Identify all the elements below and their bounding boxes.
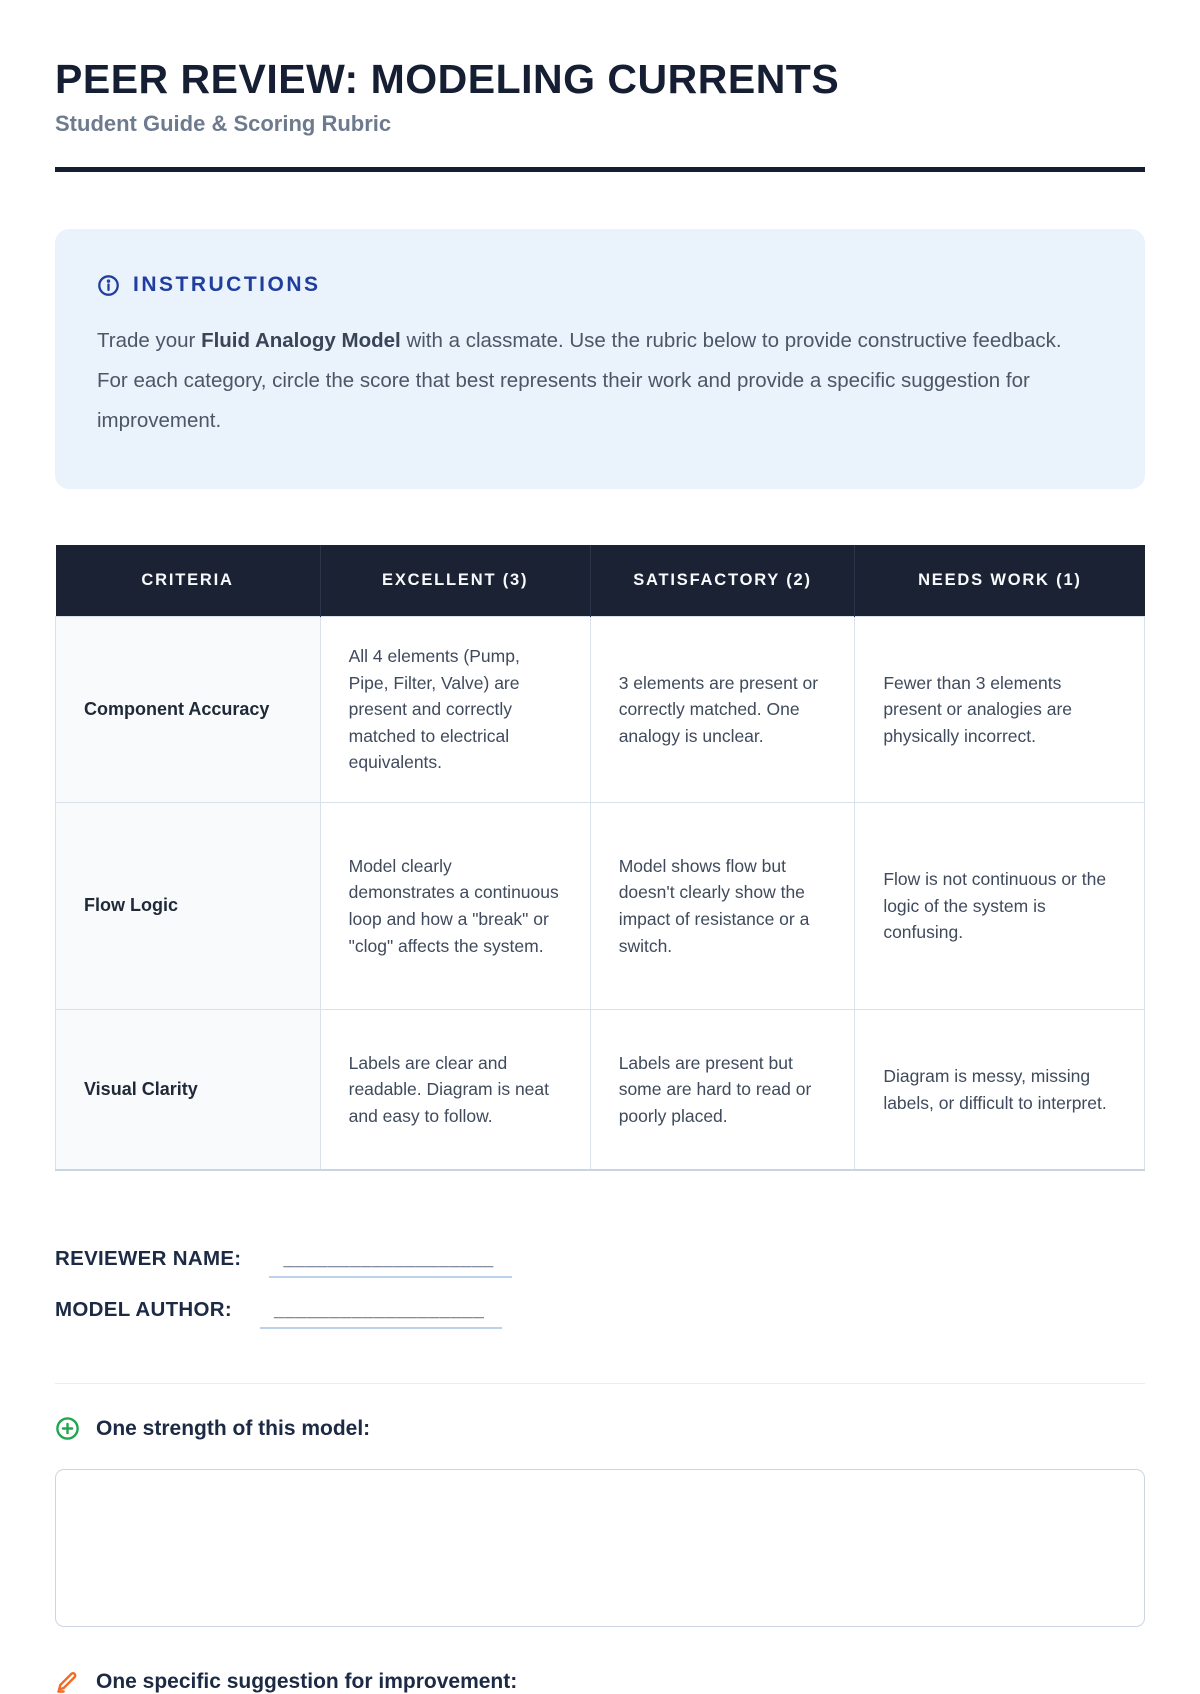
needs-work-cell: Fewer than 3 elements present or analogies are physically incorrect. <box>855 616 1145 802</box>
criteria-cell: Component Accuracy <box>56 616 321 802</box>
satisfactory-cell: 3 elements are present or correctly matched. One analogy is unclear. <box>590 616 855 802</box>
name-fields <box>55 1247 1145 1329</box>
criteria-cell: Visual Clarity <box>56 1009 321 1170</box>
suggestion-prompt <box>55 1669 1145 1694</box>
criteria-cell: Flow Logic <box>56 802 321 1009</box>
info-icon <box>97 274 120 297</box>
plus-circle-icon <box>55 1416 80 1441</box>
column-header-criteria: CRITERIA <box>56 545 321 617</box>
needs-work-cell: Diagram is messy, missing labels, or difficult to interpret. <box>855 1009 1145 1170</box>
model-author-blank[interactable]: ___________________ <box>260 1300 502 1329</box>
pencil-icon <box>55 1669 80 1694</box>
instructions-body <box>97 321 1087 441</box>
excellent-cell: All 4 elements (Pump, Pipe, Filter, Valve) are present and correctly matched to electrical equivalents. <box>320 616 590 802</box>
reviewer-name-line <box>55 1247 1145 1278</box>
title-rule <box>55 167 1145 172</box>
column-header-excellent: EXCELLENT (3) <box>320 545 590 617</box>
table-row <box>56 1009 1145 1170</box>
instructions-panel <box>55 229 1145 489</box>
needs-work-cell: Flow is not continuous or the logic of the system is confusing. <box>855 802 1145 1009</box>
page-title: PEER REVIEW: MODELING CURRENTS <box>55 56 840 102</box>
reviewer-name-blank[interactable]: ___________________ <box>269 1249 511 1278</box>
satisfactory-cell: Model shows flow but doesn't clearly show the impact of resistance or a switch. <box>590 802 855 1009</box>
instructions-text-bold: Fluid Analogy Model <box>201 329 401 353</box>
rubric-table-header <box>56 545 1145 617</box>
table-row <box>56 802 1145 1009</box>
suggestion-label: One specific suggestion for improvement: <box>96 1669 518 1693</box>
instructions-text-suffix: with a classmate. Use the rubric below to provide constructive feedback. For each category, circle the score that best represents their work and provide a specific suggestion for improvement. <box>97 329 1062 432</box>
table-row <box>56 616 1145 802</box>
instructions-title: INSTRUCTIONS <box>133 273 321 297</box>
excellent-cell: Labels are clear and readable. Diagram is neat and easy to follow. <box>320 1009 590 1170</box>
rubric-table <box>55 545 1145 1171</box>
satisfactory-cell: Labels are present but some are hard to read or poorly placed. <box>590 1009 855 1170</box>
instructions-text-prefix: Trade your <box>97 329 202 353</box>
strength-answer-box[interactable] <box>55 1469 1145 1627</box>
strength-prompt <box>55 1416 1145 1441</box>
model-author-line <box>55 1298 1145 1329</box>
section-divider <box>55 1383 1145 1384</box>
strength-label: One strength of this model: <box>96 1416 371 1440</box>
instructions-header <box>97 273 1103 297</box>
page-subtitle: Student Guide & Scoring Rubric <box>55 111 392 137</box>
excellent-cell: Model clearly demonstrates a continuous loop and how a "break" or "clog" affects the system. <box>320 802 590 1009</box>
reviewer-name-label: REVIEWER NAME: <box>55 1247 242 1271</box>
model-author-label: MODEL AUTHOR: <box>55 1298 232 1322</box>
column-header-needs-work: NEEDS WORK (1) <box>855 545 1145 617</box>
column-header-satisfactory: SATISFACTORY (2) <box>590 545 855 617</box>
